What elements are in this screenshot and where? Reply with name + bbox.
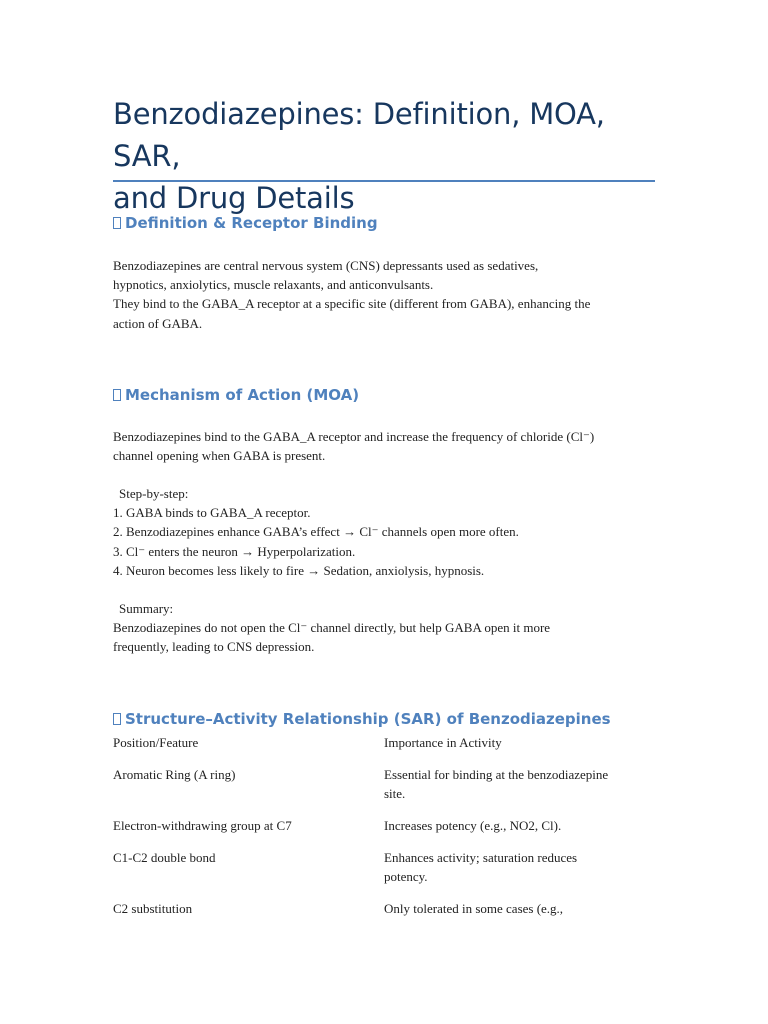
- steps-label: Step-by-step:: [119, 486, 189, 501]
- heading-sar-text: Structure–Activity Relationship (SAR) of Benzodiazepines: [125, 710, 611, 728]
- text-line: action of GABA.: [113, 315, 203, 331]
- table-cell: Essential for binding at the benzodiazepine: [384, 767, 609, 782]
- moa-intro-paragraph: [113, 427, 655, 465]
- heading-moa-text: Mechanism of Action (MOA): [125, 386, 360, 404]
- list-item: 2. Benzodiazepines enhance GABA’s effect → Cl⁻ channels open more often.: [113, 524, 519, 540]
- list-item: 4. Neuron becomes less likely to fire → Sedation, anxiolysis, hypnosis.: [113, 562, 485, 578]
- heading-moa: [113, 385, 673, 405]
- text-line: hypnotics, anxiolytics, muscle relaxants, and anticonvulsants.: [113, 277, 434, 293]
- table-cell: C2 substitution: [113, 901, 193, 916]
- missing-glyph-icon: [113, 389, 121, 401]
- heading-sar: [113, 709, 673, 729]
- heading-definition-text: Definition & Receptor Binding: [125, 214, 378, 232]
- text-line: Benzodiazepines do not open the Cl⁻ channel directly, but help GABA open it more: [113, 620, 551, 636]
- missing-glyph-icon: [113, 713, 121, 725]
- document-title: [113, 93, 673, 219]
- moa-summary: [113, 599, 655, 657]
- table-cell: Electron-withdrawing group at C7: [113, 818, 292, 833]
- text-line: Benzodiazepines bind to the GABA_A receptor and increase the frequency of chloride (Cl⁻): [113, 429, 595, 444]
- title-line-2: and Drug Details: [113, 181, 355, 215]
- title-underline: [113, 180, 655, 182]
- table-cell: Increases potency (e.g., NO2, Cl).: [384, 818, 562, 833]
- list-item: 1. GABA binds to GABA_A receptor.: [113, 505, 311, 521]
- table-cell: C1-C2 double bond: [113, 850, 216, 865]
- text-line: They bind to the GABA_A receptor at a specific site (different from GABA), enhancing the: [113, 296, 591, 312]
- title-line-1: Benzodiazepines: Definition, MOA, SAR,: [113, 97, 605, 173]
- table-cell: site.: [384, 786, 406, 802]
- text-line: frequently, leading to CNS depression.: [113, 639, 315, 655]
- table-header-cell: Importance in Activity: [384, 735, 502, 750]
- moa-steps: [113, 484, 655, 580]
- table-cell: Aromatic Ring (A ring): [113, 767, 236, 782]
- text-line: channel opening when GABA is present.: [113, 448, 326, 464]
- definition-paragraph: [113, 256, 655, 333]
- heading-definition: [113, 213, 673, 233]
- table-cell: Enhances activity; saturation reduces: [384, 850, 578, 865]
- missing-glyph-icon: [113, 217, 121, 229]
- table-cell: Only tolerated in some cases (e.g.,: [384, 901, 564, 916]
- summary-label: Summary:: [119, 601, 174, 616]
- table-cell: potency.: [384, 869, 428, 885]
- table-header-cell: Position/Feature: [113, 735, 199, 750]
- list-item: 3. Cl⁻ enters the neuron → Hyperpolarization.: [113, 543, 356, 559]
- text-line: Benzodiazepines are central nervous system (CNS) depressants used as sedatives,: [113, 258, 539, 273]
